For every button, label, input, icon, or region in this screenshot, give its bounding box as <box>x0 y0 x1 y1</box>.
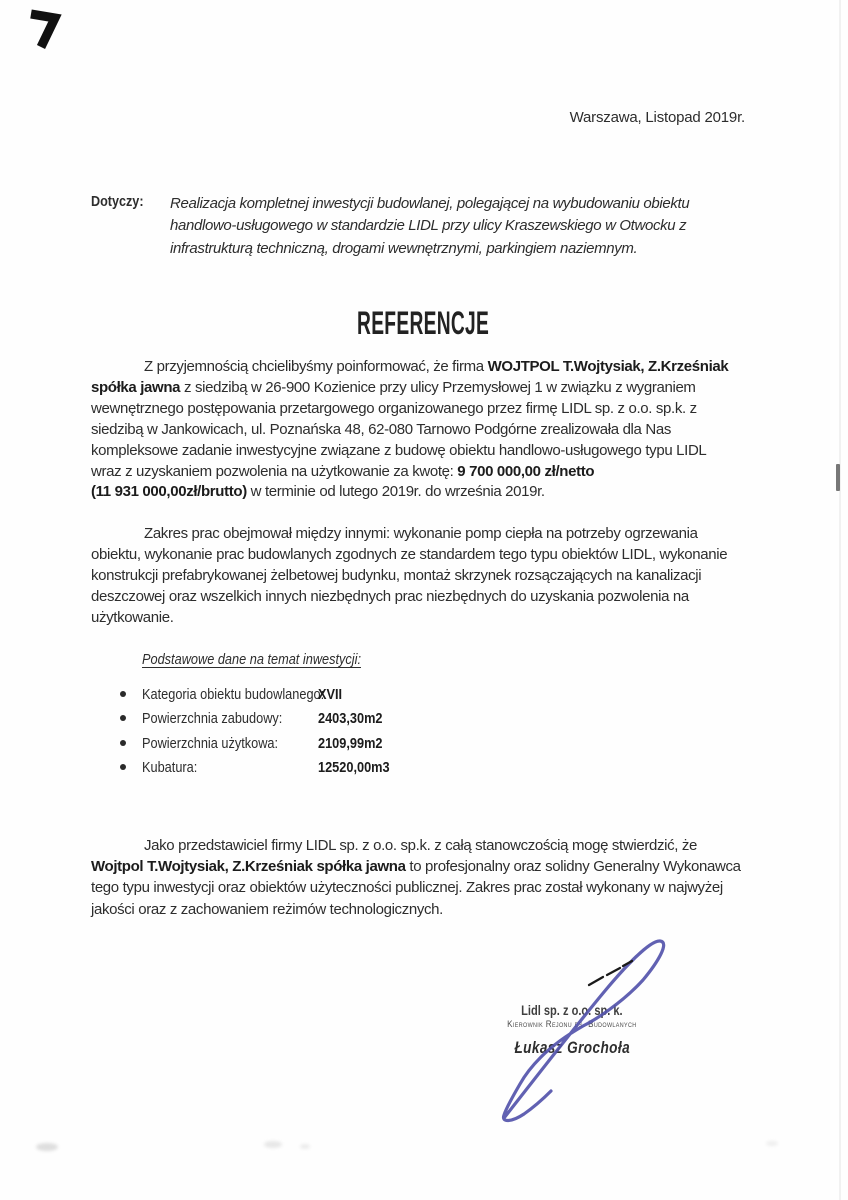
text-line: użytkowanie. <box>91 608 174 626</box>
list-item-label: Powierzchnia użytkowa: <box>142 734 279 752</box>
text-line: handlowo-usługowego w standardzie LIDL przy ulicy Kraszewskiego w Otwocku z <box>170 217 687 235</box>
handwritten-signature <box>430 918 710 1158</box>
text-line: Zakres prac obejmował między innymi: wykonanie pomp ciepła na potrzeby ogrzewania <box>144 525 698 542</box>
subject-label: Dotyczy: <box>91 193 144 210</box>
scan-smudge <box>766 1141 778 1146</box>
list-item-label: Kategoria obiektu budowlanego: <box>142 686 325 703</box>
paragraph-2 <box>91 524 727 629</box>
text-line: konstrukcji prefabrykowanej żelbetowej budynku, montaż skrzynek rozsączających na kanalizacji <box>91 566 702 584</box>
text-line: deszczowej oraz wszelkich innych niezbędnych prac niezbędnych do uzyskania pozwolenia na <box>91 587 689 605</box>
text-line: (11 931 000,00zł/brutto) w terminie od lutego 2019r. do września 2019r. <box>91 483 545 501</box>
signature-company: Lidl sp. z o.o. sp. k. <box>521 1003 623 1018</box>
paragraph-3 <box>91 835 741 920</box>
bullet-icon <box>120 764 126 770</box>
list-item-value: 2109,99m2 <box>318 734 383 752</box>
text-line: infrastrukturą techniczną, drogami wewnętrznymi, parkingiem naziemnym. <box>170 239 638 257</box>
scan-smudge <box>264 1141 282 1148</box>
text-line: Z przyjemnością chcielibyśmy poinformować, że firma WOJTPOL T.Wojtysiak, Z.Krześniak <box>144 358 729 375</box>
bullet-icon <box>120 740 126 746</box>
date-line: Warszawa, Listopad 2019r. <box>569 109 745 126</box>
signature-name: Łukasz Grochoła <box>514 1038 630 1057</box>
corner-scan-mark <box>24 2 66 54</box>
text-line: tego typu inwestycji oraz obiektów użyteczności publicznej. Zakres prac został wykonany w najwyżej <box>91 879 723 897</box>
text-line: obiektu, wykonanie prac budowlanych zgodnych ze standardem tego typu obiektów LIDL, wykonanie <box>91 545 728 563</box>
bullet-icon <box>120 691 126 697</box>
text-line: spółka jawna z siedzibą w 26-900 Kozienice przy ulicy Przemysłowej 1 w związku z wygraniem <box>91 378 696 396</box>
list-item-label: Powierzchnia zabudowy: <box>142 710 283 728</box>
list-item-value: XVII <box>318 686 343 703</box>
text-line: Realizacja kompletnej inwestycji budowlanej, polegającej na wybudowaniu obiektu <box>170 195 690 212</box>
signature-role: Kierownik Rejonu ds. Budowlanych <box>507 1019 637 1029</box>
text-line: Wojtpol T.Wojtysiak, Z.Krześniak spółka jawna to profesjonalny oraz solidny Generalny Wykonawca <box>91 858 741 876</box>
list-item-value: 12520,00m3 <box>318 759 390 777</box>
text-line: jakości oraz z zachowaniem reżimów technologicznych. <box>91 900 443 918</box>
text-line: siedzibą w Jankowicach, ul. Poznańska 48, 62-080 Tarnowo Podgórne zrealizowała dla Nas <box>91 420 671 438</box>
document-title: REFERENCJE <box>356 305 490 341</box>
list-item-value: 2403,30m2 <box>318 710 383 728</box>
bullet-icon <box>120 715 126 721</box>
investment-heading: Podstawowe dane na temat inwestycji: <box>142 651 361 668</box>
text-line: Jako przedstawiciel firmy LIDL sp. z o.o. sp.k. z całą stanowczością mogę stwierdzić, że <box>144 837 698 854</box>
scan-edge-line <box>839 0 841 1200</box>
text-line: wewnętrznego postępowania przetargowego organizowanego przez firmę LIDL sp. z o.o. sp.k. z <box>91 399 697 417</box>
scan-smudge <box>300 1144 310 1149</box>
list-item-label: Kubatura: <box>142 759 198 777</box>
paragraph-1 <box>91 357 728 503</box>
subject-text <box>170 193 689 260</box>
text-line: wraz z uzyskaniem pozwolenia na użytkowanie za kwotę: 9 700 000,00 zł/netto <box>91 462 595 480</box>
text-line: kompleksowe zadanie inwestycyjne związane z budowę obiektu handlowo-usługowego typu LIDL <box>91 441 707 459</box>
scan-edge-mark <box>836 464 840 491</box>
scan-smudge <box>36 1143 58 1151</box>
